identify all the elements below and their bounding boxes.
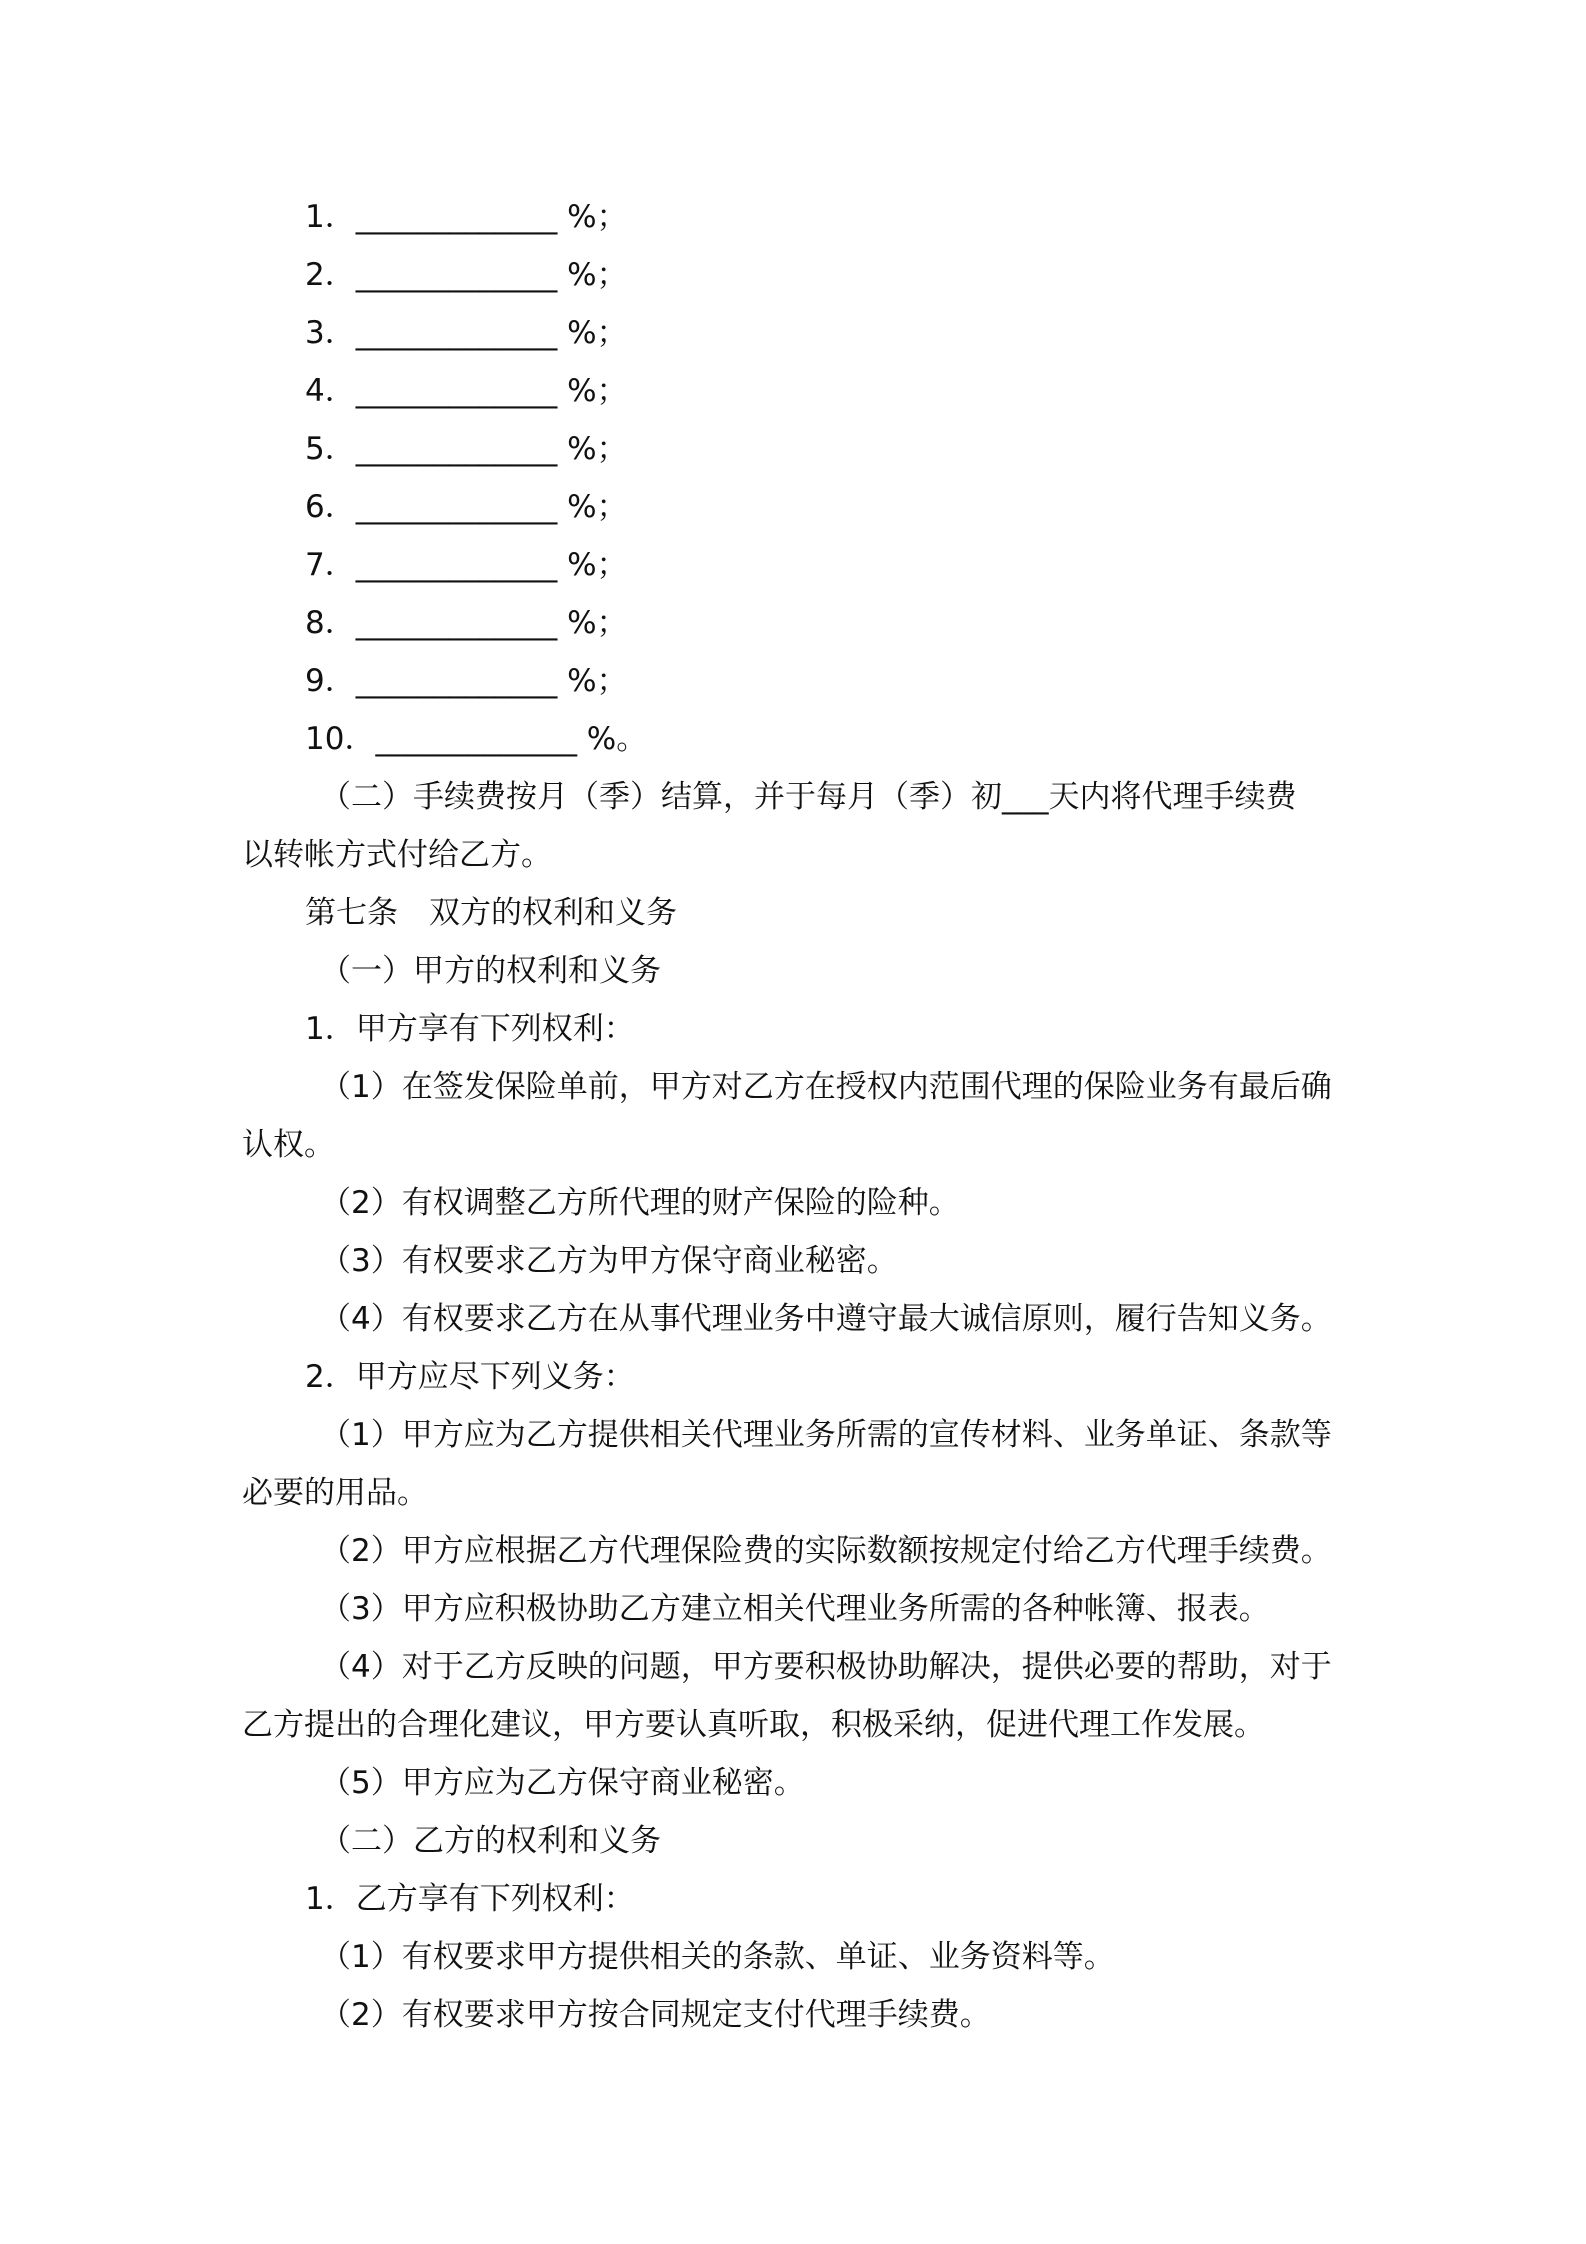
party-a-right-4: （4）有权要求乙方在从事代理业务中遵守最大诚信原则，履行告知义务。	[320, 1301, 1332, 1337]
party-b-right-2: （2）有权要求甲方按合同规定支付代理手续费。	[320, 1997, 991, 2033]
percent-item-4: 4．_____________ %；	[305, 373, 628, 409]
party-b-right-1: （1）有权要求甲方提供相关的条款、单证、业务资料等。	[320, 1939, 1115, 1975]
section-party-a-heading: （一）甲方的权利和义务	[320, 953, 661, 989]
party-a-duty-1-cont: 必要的用品。	[242, 1475, 428, 1511]
article-seven-heading: 第七条 双方的权利和义务	[305, 895, 677, 931]
percent-item-3: 3．_____________ %；	[305, 315, 628, 351]
paragraph-fee-settlement: （二）手续费按月（季）结算，并于每月（季）初___天内将代理手续费	[320, 779, 1297, 815]
party-b-rights-heading: 1．乙方享有下列权利：	[305, 1881, 635, 1917]
percent-item-2: 2．_____________ %；	[305, 257, 628, 293]
party-a-duty-4: （4）对于乙方反映的问题，甲方要积极协助解决，提供必要的帮助，对于	[320, 1649, 1332, 1685]
party-a-duty-1: （1）甲方应为乙方提供相关代理业务所需的宣传材料、业务单证、条款等	[320, 1417, 1332, 1453]
percent-item-1: 1．_____________ %；	[305, 199, 628, 235]
percent-item-5: 5．_____________ %；	[305, 431, 628, 467]
section-party-b-heading: （二）乙方的权利和义务	[320, 1823, 661, 1859]
party-a-right-3: （3）有权要求乙方为甲方保守商业秘密。	[320, 1243, 898, 1279]
percent-item-7: 7．_____________ %；	[305, 547, 628, 583]
percent-item-8: 8．_____________ %；	[305, 605, 628, 641]
party-a-duty-2: （2）甲方应根据乙方代理保险费的实际数额按规定付给乙方代理手续费。	[320, 1533, 1332, 1569]
party-a-duty-4-cont: 乙方提出的合理化建议，甲方要认真听取，积极采纳，促进代理工作发展。	[242, 1707, 1265, 1743]
percent-item-10: 10．_____________ %。	[305, 721, 648, 757]
percent-item-6: 6．_____________ %；	[305, 489, 628, 525]
party-a-rights-heading: 1．甲方享有下列权利：	[305, 1011, 635, 1047]
party-a-duty-5: （5）甲方应为乙方保守商业秘密。	[320, 1765, 805, 1801]
party-a-right-1: （1）在签发保险单前，甲方对乙方在授权内范围代理的保险业务有最后确	[320, 1069, 1332, 1105]
paragraph-fee-settlement-cont: 以转帐方式付给乙方。	[242, 837, 552, 873]
party-a-duties-heading: 2．甲方应尽下列义务：	[305, 1359, 635, 1395]
party-a-right-2: （2）有权调整乙方所代理的财产保险的险种。	[320, 1185, 960, 1221]
party-a-right-1-cont: 认权。	[242, 1127, 335, 1163]
percent-item-9: 9．_____________ %；	[305, 663, 628, 699]
party-a-duty-3: （3）甲方应积极协助乙方建立相关代理业务所需的各种帐簿、报表。	[320, 1591, 1270, 1627]
